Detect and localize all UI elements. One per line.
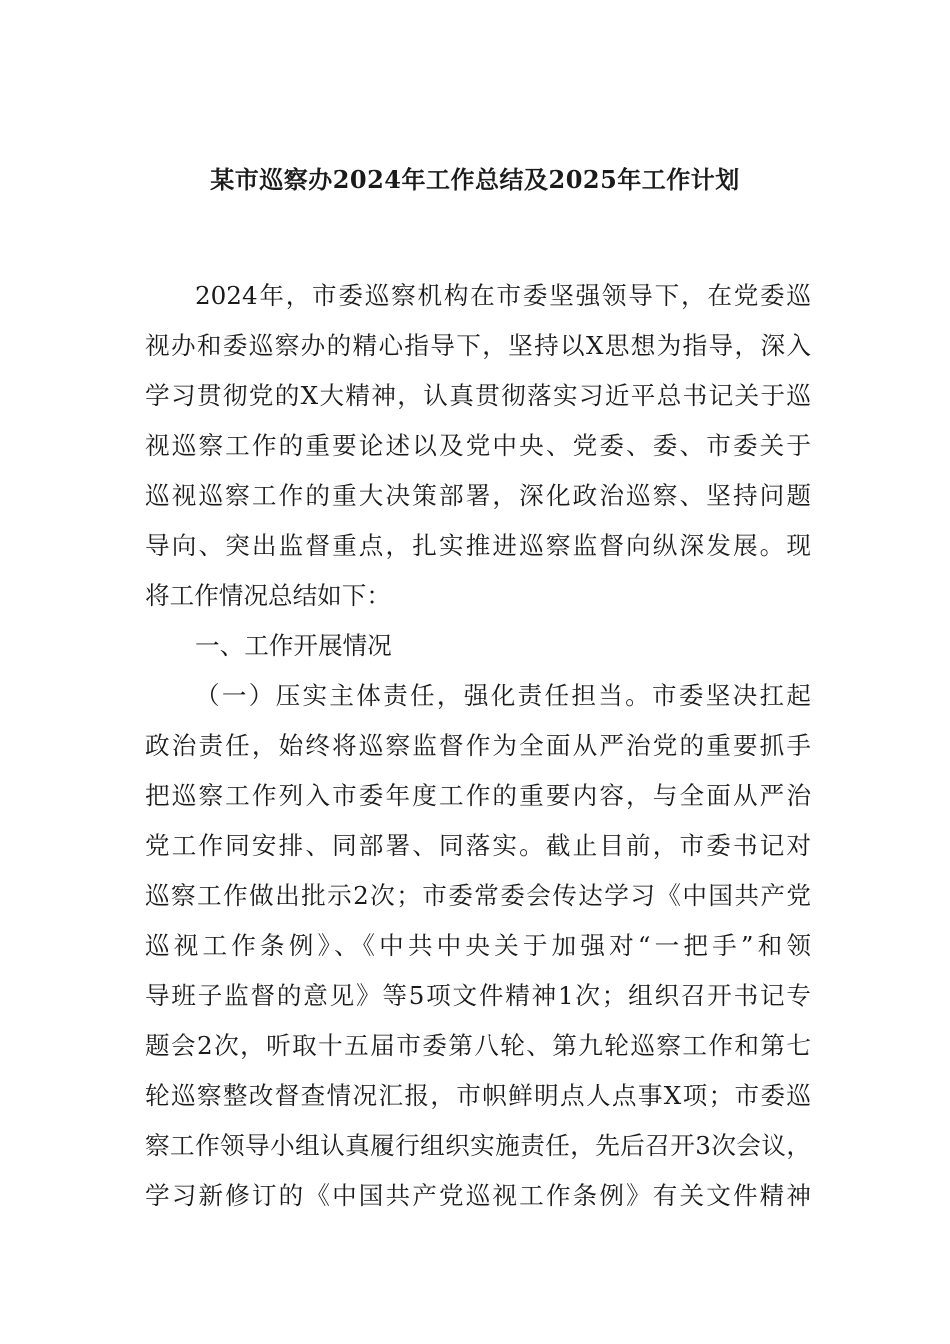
paragraph-line: 轮巡察整改督查情况汇报，市帜鲜明点人点事X项；市委巡	[145, 1081, 811, 1110]
paragraph-line: 题会2次，听取十五届市委第八轮、第九轮巡察工作和第七	[145, 1031, 811, 1060]
paragraph-line: 视办和委巡察办的精心指导下，坚持以X思想为指导，深入	[145, 331, 811, 360]
paragraph-line: 政治责任，始终将巡察监督作为全面从严治党的重要抓手	[145, 731, 811, 760]
paragraph-line: 巡视巡察工作的重大决策部署，深化政治巡察、坚持问题	[145, 481, 811, 510]
paragraph-line: 导班子监督的意见》等5项文件精神1次；组织召开书记专	[145, 981, 811, 1010]
paragraph-line: 学习贯彻党的X大精神，认真贯彻落实习近平总书记关于巡	[145, 381, 811, 410]
paragraph-line: 视巡察工作的重要论述以及党中央、党委、委、市委关于	[145, 431, 811, 460]
paragraph-line: 导向、突出监督重点，扎实推进巡察监督向纵深发展。现	[145, 531, 811, 560]
paragraph-line: 党工作同安排、同部署、同落实。截止目前，市委书记对	[145, 831, 811, 860]
paragraph-line: 把巡察工作列入市委年度工作的重要内容，与全面从严治	[145, 781, 811, 810]
document-title: 某市巡察办2024年工作总结及2025年工作计划	[210, 165, 740, 194]
paragraph-line: 巡视工作条例》、《中共中央关于加强对“一把手”和领	[145, 931, 811, 960]
paragraph-line: 将工作情况总结如下：	[145, 581, 391, 610]
paragraph-line: 巡察工作做出批示2次；市委常委会传达学习《中国共产党	[145, 881, 811, 910]
paragraph-line: 察工作领导小组认真履行组织实施责任，先后召开3次会议，	[145, 1131, 811, 1160]
paragraph-line: （一）压实主体责任，强化责任担当。市委坚决扛起	[195, 681, 811, 710]
paragraph-line: 2024年，市委巡察机构在市委坚强领导下，在党委巡	[195, 281, 811, 310]
section-heading: 一、工作开展情况	[195, 631, 392, 660]
paragraph-line: 学习新修订的《中国共产党巡视工作条例》有关文件精神	[145, 1181, 811, 1210]
